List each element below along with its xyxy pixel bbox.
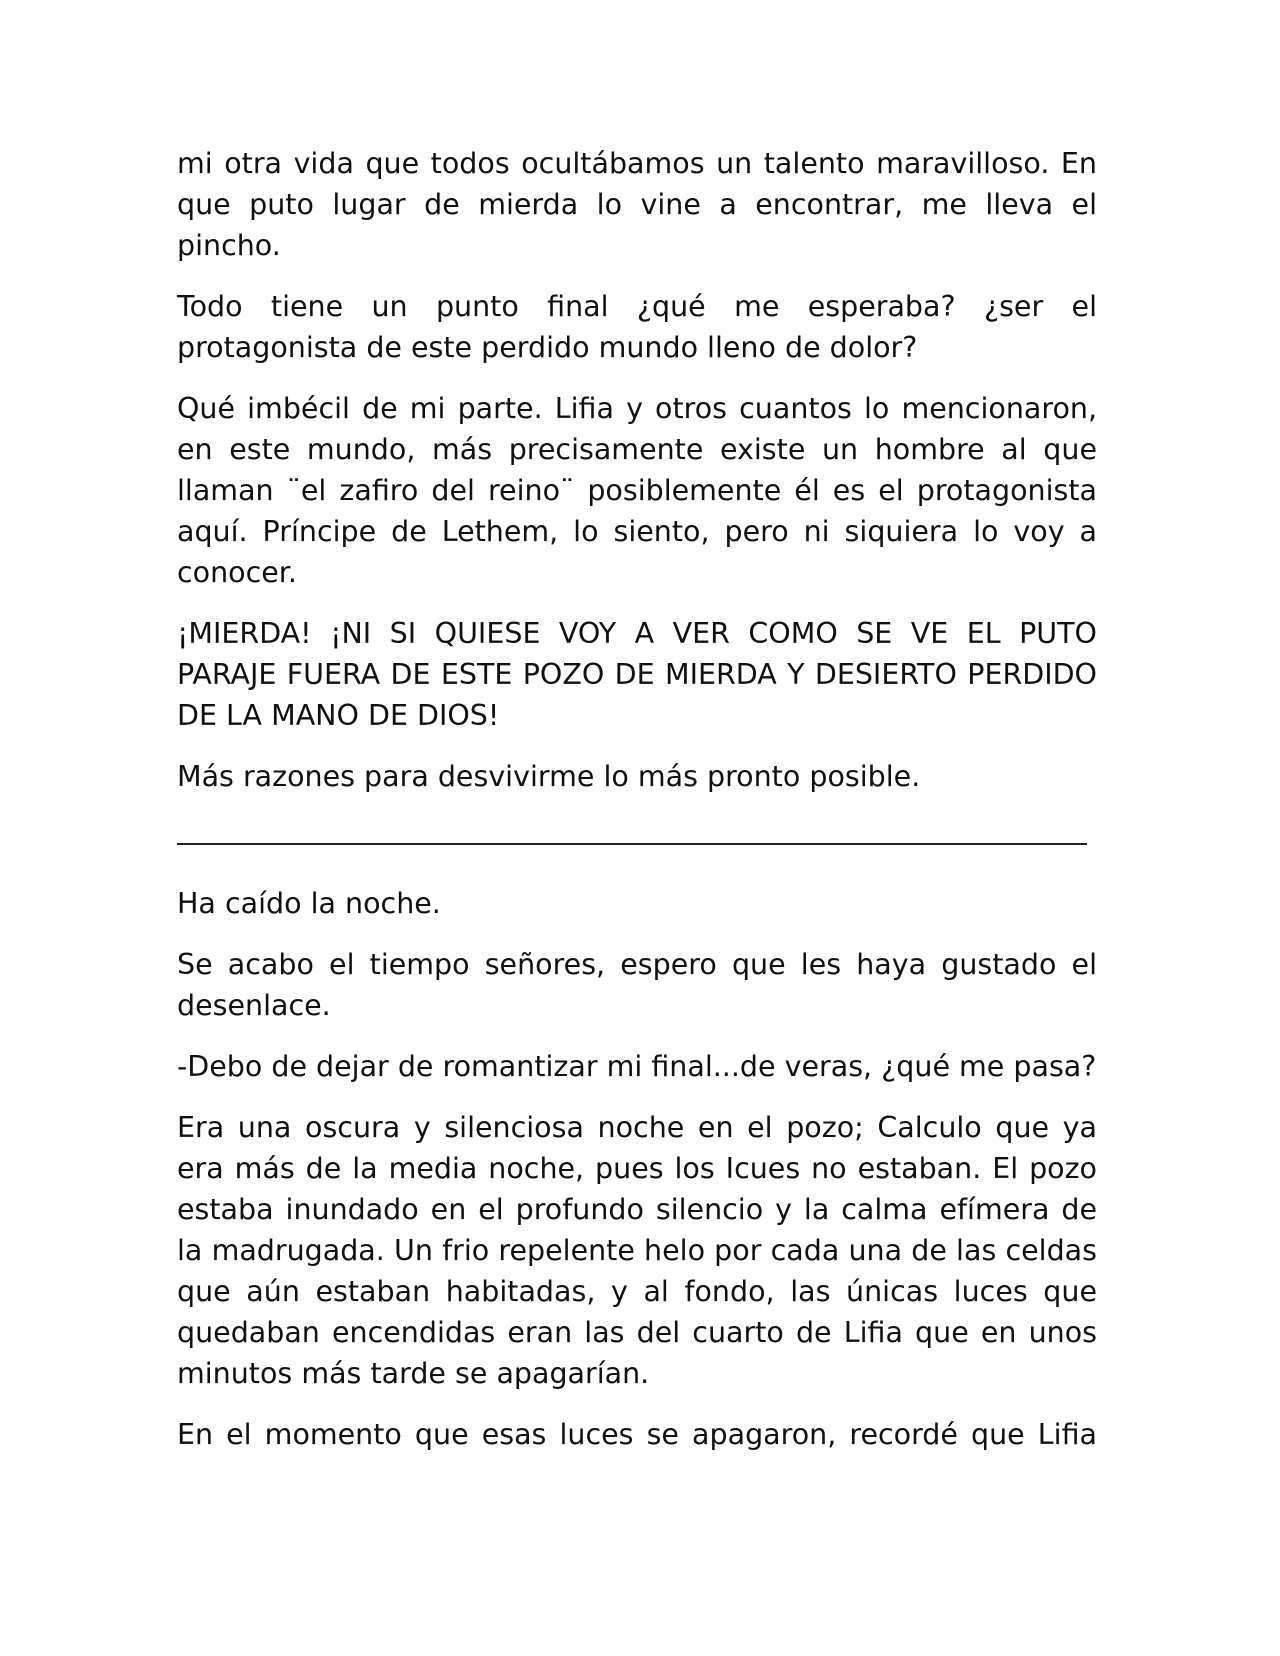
- document-page: [177, 143, 1097, 1475]
- paragraph: mi otra vida que todos ocultábamos un talento maravilloso. En que puto lugar de mierda lo vine a encontrar, me lleva el pincho.: [177, 147, 1097, 262]
- section-divider: [177, 843, 1087, 845]
- paragraph: ¡MIERDA! ¡NI SI QUIESE VOY A VER COMO SE VE EL PUTO PARAJE FUERA DE ESTE POZO DE MIERDA Y DESIERTO PERDIDO DE LA MANO DE DIOS!: [177, 617, 1097, 732]
- paragraph: Más razones para desvivirme lo más pronto posible.: [177, 760, 921, 793]
- paragraph: Era una oscura y silenciosa noche en el pozo; Calculo que ya era más de la media noche, pues los Icues no estaban. El pozo estaba inundado en el profundo silencio y la calma efímera de la madrugada. Un frio repelente helo por cada una de las celdas que aún estaban habitadas, y al fondo, las únicas luces que quedaban encendidas eran las del cuarto de Lifia que en unos minutos más tarde se apagarían.: [177, 1111, 1097, 1390]
- paragraph: Todo tiene un punto final ¿qué me esperaba? ¿ser el protagonista de este perdido mundo lleno de dolor?: [177, 290, 1097, 364]
- paragraph: Qué imbécil de mi parte. Lifia y otros cuantos lo mencionaron, en este mundo, más precisamente existe un hombre al que llaman ¨el zafiro del reino¨ posiblemente él es el protagonista aquí. Príncipe de Lethem, lo siento, pero ni siquiera lo voy a conocer.: [177, 392, 1097, 589]
- paragraph: Se acabo el tiempo señores, espero que les haya gustado el desenlace.: [177, 948, 1097, 1022]
- paragraph: Ha caído la noche.: [177, 887, 441, 920]
- paragraph: En el momento que esas luces se apagaron, recordé que Lifia: [177, 1418, 1097, 1451]
- paragraph: -Debo de dejar de romantizar mi final...de veras, ¿qué me pasa?: [177, 1050, 1097, 1083]
